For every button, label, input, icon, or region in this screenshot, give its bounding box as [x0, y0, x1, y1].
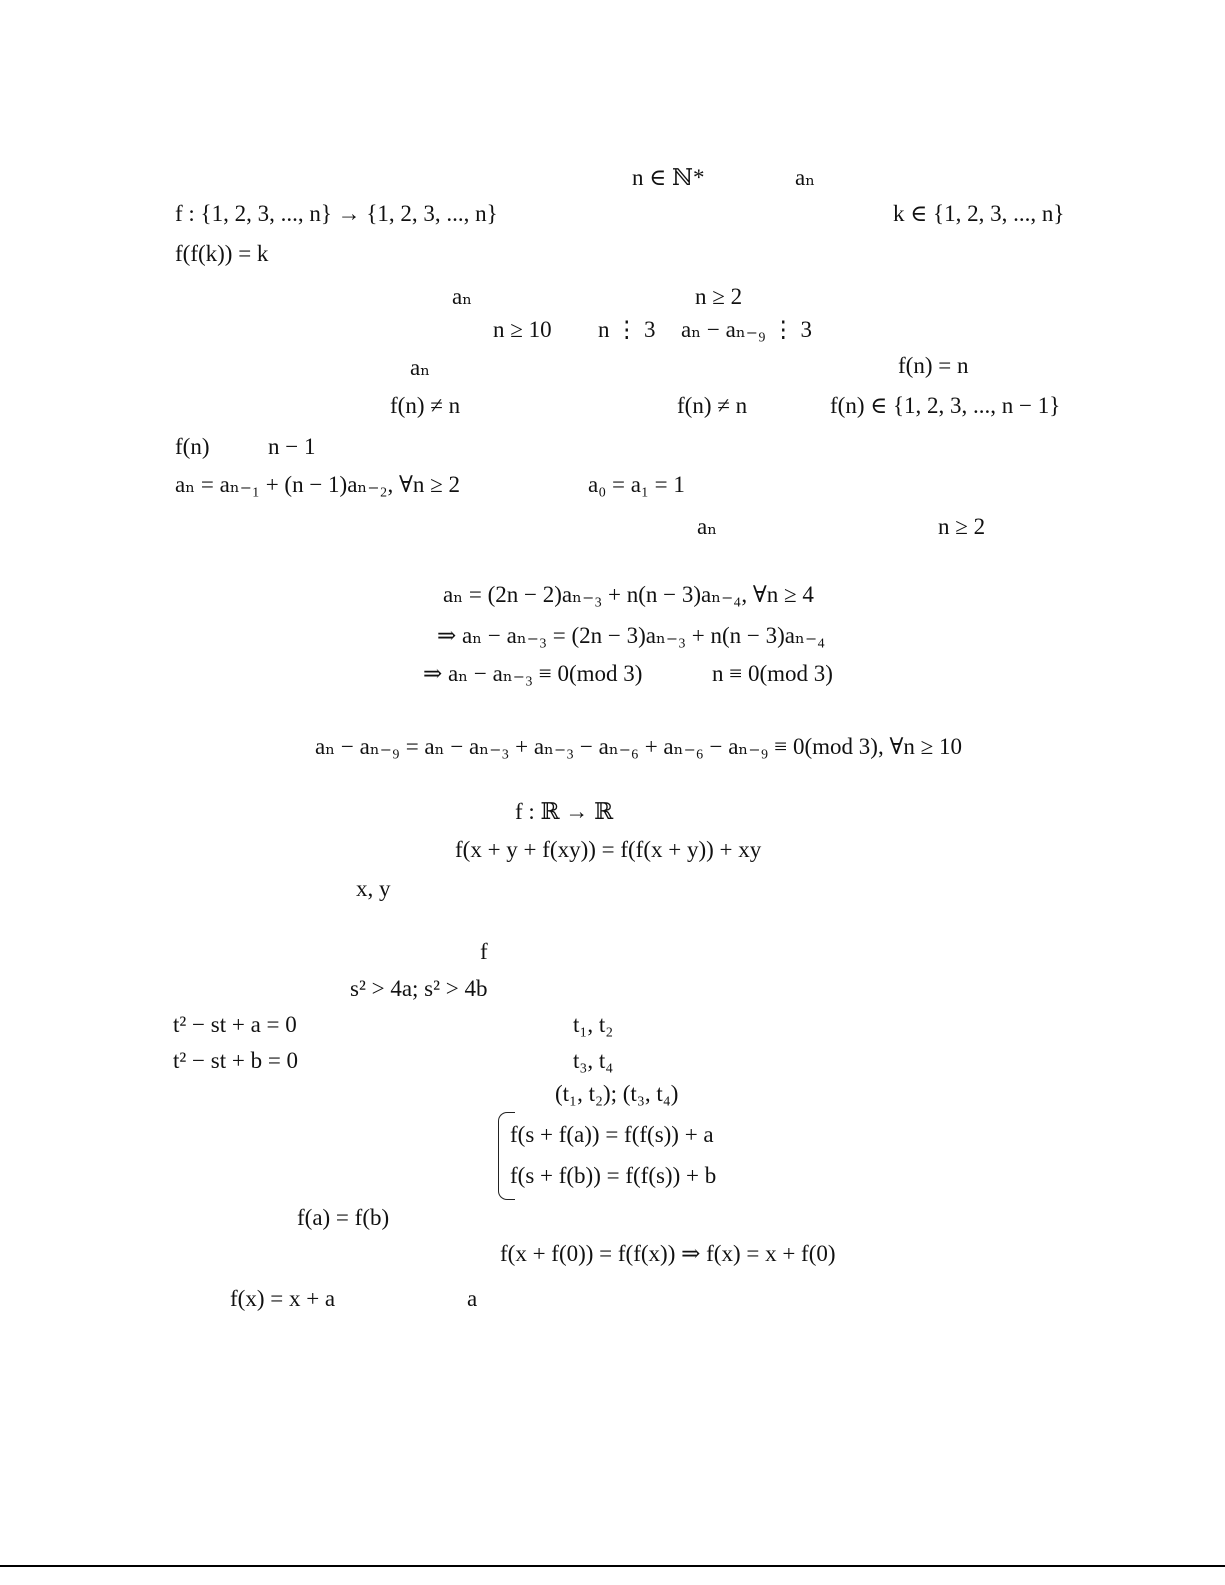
root-pairs: (t₁, t₂); (t₃, t₄)	[555, 1081, 679, 1106]
equation-3-condition: n ≡ 0(mod 3)	[712, 661, 833, 686]
functional-equation: f(x + y + f(xy)) = f(f(x + y)) + xy	[455, 837, 762, 862]
f-symbol: f	[480, 939, 488, 964]
fixed-point-condition: f(n) = n	[898, 353, 969, 378]
system-equation-2: f(s + f(b)) = f(f(s)) + b	[510, 1163, 717, 1188]
fn-expression: f(n)	[175, 434, 210, 459]
roots-2: t₃, t₄	[573, 1048, 614, 1073]
a-n-symbol: aₙ	[452, 284, 473, 309]
fa-equals-fb: f(a) = f(b)	[297, 1205, 390, 1230]
inequalities: s² > 4a; s² > 4b	[350, 976, 488, 1001]
involution-condition: f(f(k)) = k	[175, 241, 269, 266]
initial-values: a₀ = a₁ = 1	[588, 472, 685, 497]
a-n-symbol: aₙ	[410, 355, 431, 380]
quadratic-1: t² − st + a = 0	[173, 1012, 297, 1037]
equation-2: ⇒ aₙ − aₙ₋₃ = (2n − 3)aₙ₋₃ + n(n − 3)aₙ₋₄	[437, 623, 826, 648]
not-fixed-condition: f(n) ≠ n	[677, 393, 748, 418]
n-in-nstar: n ∈ ℕ*	[632, 165, 705, 190]
quadratic-2: t² − st + b = 0	[173, 1048, 299, 1073]
n-ge-2: n ≥ 2	[695, 284, 743, 309]
telescoping-equation: aₙ − aₙ₋₉ = aₙ − aₙ₋₃ + aₙ₋₃ − aₙ₋₆ + aₙ₋₆ − aₙ₋₉ ≡ 0(mod 3), ∀n ≥ 10	[315, 734, 962, 759]
function-map: f : ℝ → ℝ	[515, 799, 614, 824]
bottom-rule	[0, 1565, 1225, 1567]
fn-in-set: f(n) ∈ {1, 2, 3, ..., n − 1}	[830, 393, 1061, 418]
n-divisible-3: n ⋮ 3	[598, 317, 656, 342]
system-equation-1: f(s + f(a)) = f(f(s)) + a	[510, 1122, 714, 1147]
a-n-symbol: aₙ	[697, 514, 718, 539]
difference-divisible-3: aₙ − aₙ₋₉ ⋮ 3	[681, 317, 812, 342]
n-ge-10: n ≥ 10	[493, 317, 552, 342]
final-answer: f(x) = x + a	[230, 1286, 336, 1311]
roots-1: t₁, t₂	[573, 1012, 614, 1037]
n-ge-2: n ≥ 2	[938, 514, 986, 539]
equation-3: ⇒ aₙ − aₙ₋₃ ≡ 0(mod 3)	[423, 661, 643, 686]
variables: x, y	[356, 876, 391, 901]
map-definition: f : {1, 2, 3, ..., n} → {1, 2, 3, ..., n}	[175, 201, 498, 226]
n-minus-1: n − 1	[268, 434, 316, 459]
k-domain: k ∈ {1, 2, 3, ..., n}	[893, 201, 1065, 226]
a-constant: a	[467, 1286, 478, 1311]
equation-1: aₙ = (2n − 2)aₙ₋₃ + n(n − 3)aₙ₋₄, ∀n ≥ 4	[443, 582, 814, 607]
not-fixed-condition: f(n) ≠ n	[390, 393, 461, 418]
a-n-symbol: aₙ	[795, 165, 816, 190]
deduction: f(x + f(0)) = f(f(x)) ⇒ f(x) = x + f(0)	[500, 1241, 836, 1266]
recurrence-formula: aₙ = aₙ₋₁ + (n − 1)aₙ₋₂, ∀n ≥ 2	[175, 472, 461, 497]
